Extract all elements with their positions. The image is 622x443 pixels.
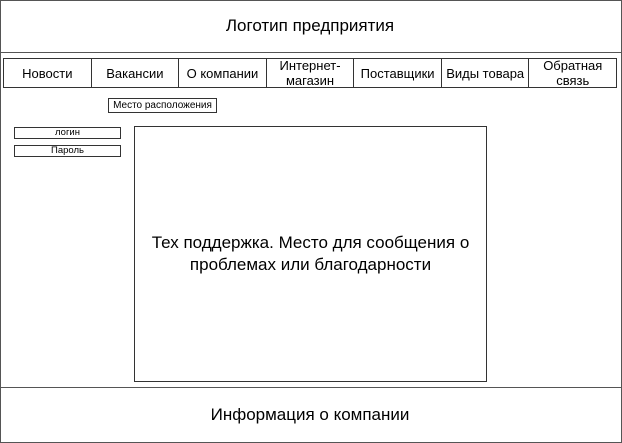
company-info-footer: Информация о компании xyxy=(210,404,410,424)
login-field[interactable]: логин xyxy=(14,127,121,139)
password-field[interactable]: Пароль xyxy=(14,145,121,157)
nav-item-suppliers[interactable] xyxy=(354,59,442,87)
nav-item-label: Виды товара xyxy=(446,65,525,81)
support-message-text: Тех поддержка. Место для сообщения о проблемах или благодарности xyxy=(151,233,470,274)
nav-item-product-types[interactable] xyxy=(442,59,530,87)
company-logo: Логотип предприятия xyxy=(225,16,395,35)
header-divider xyxy=(0,52,622,53)
nav-item-news[interactable] xyxy=(4,59,92,87)
nav-item-label: Интернет- магазин xyxy=(279,58,341,88)
nav-item-feedback[interactable] xyxy=(529,59,616,87)
main-navigation xyxy=(3,58,617,88)
nav-item-label: Обратная связь xyxy=(543,58,603,88)
nav-item-about[interactable] xyxy=(179,59,267,87)
nav-item-online-store[interactable] xyxy=(267,59,355,87)
location-box[interactable]: Место расположения xyxy=(108,98,217,113)
nav-item-label: Поставщики xyxy=(360,65,435,81)
nav-item-label: Вакансии xyxy=(106,65,164,81)
nav-item-label: Новости xyxy=(22,65,73,81)
nav-item-vacancies[interactable] xyxy=(92,59,180,87)
support-message-area[interactable] xyxy=(134,126,487,382)
nav-item-label: О компании xyxy=(186,65,259,81)
